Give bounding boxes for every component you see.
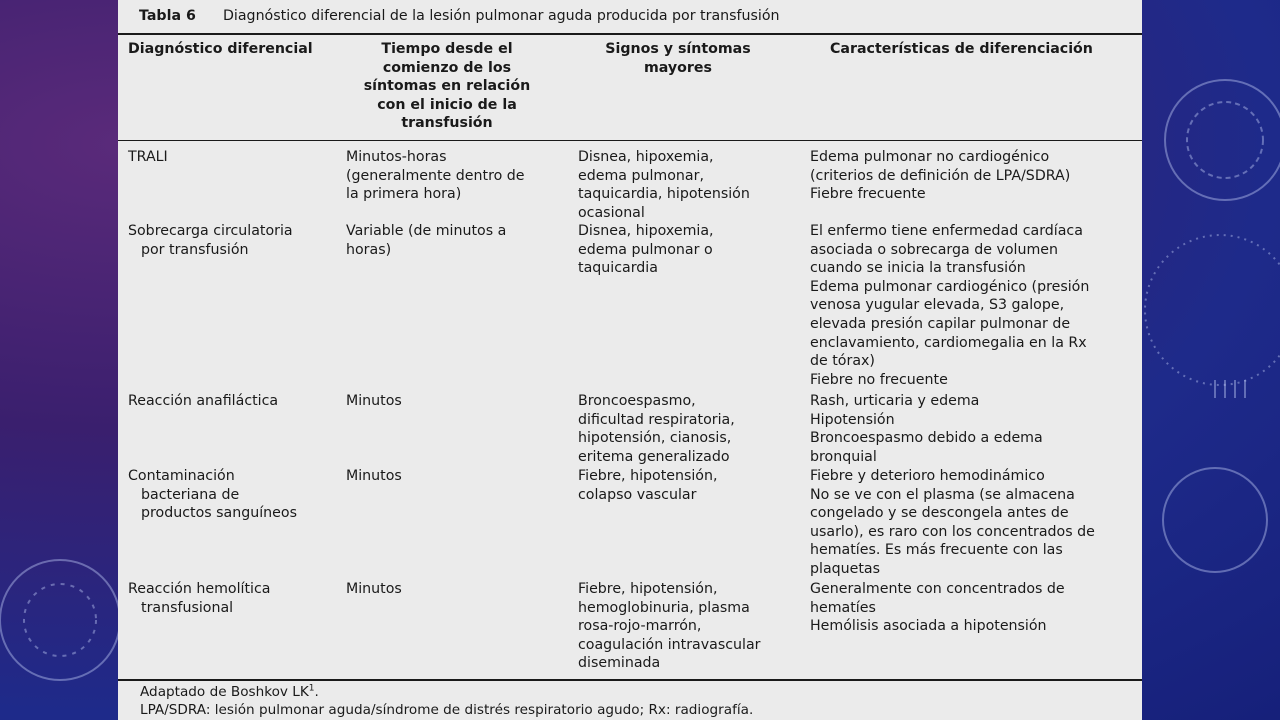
row-anaphylactic-features: Rash, urticaria y edema Hipotensión Broncoespasmo debido a edema bronquial — [810, 393, 1043, 465]
row-anaphylactic-time: Minutos — [346, 393, 402, 409]
right-ring-bottom — [1163, 468, 1267, 572]
left-ring-outer — [0, 560, 120, 680]
row-hemolytic-time: Minutos — [346, 581, 402, 597]
row-anaphylactic-signs: Broncoespasmo, dificultad respiratoria, hipotensión, cianosis, eritema generalizado — [578, 393, 735, 465]
row-trali-signs: Disnea, hipoxemia, edema pulmonar, taquicardia, hipotensión ocasional — [578, 149, 750, 221]
row-hemolytic-diagnosis: Reacción hemolítica transfusional — [128, 581, 271, 616]
footnote-reference: 1 — [308, 683, 315, 694]
right-ring-mid — [1145, 235, 1280, 385]
header-diagnosis: Diagnóstico diferencial — [128, 41, 313, 57]
right-ring-top-outer — [1165, 80, 1280, 200]
header-signs: Signos y síntomas mayores — [605, 41, 751, 76]
row-hemolytic-features: Generalmente con concentrados de hematíes Hemólisis asociada a hipotensión — [810, 581, 1065, 635]
row-anaphylactic-diagnosis: Reacción anafiláctica — [128, 393, 279, 409]
footnote-abbreviations: LPA/SDRA: lesión pulmonar aguda/síndrome de distrés respiratorio agudo; Rx: radiografía. — [140, 702, 754, 718]
row-hemolytic-signs: Fiebre, hipotensión, hemoglobinuria, plasma rosa-rojo-marrón, coagulación intravascular diseminada — [578, 581, 761, 672]
table-caption — [139, 7, 780, 25]
right-ring-top-inner — [1187, 102, 1263, 178]
header-time: Tiempo desde el comienzo de los síntomas en relación con el inicio de la transfusión — [363, 41, 531, 132]
header-features: Características de diferenciación — [830, 41, 1093, 57]
table-image — [118, 0, 1142, 720]
row-overload-features: El enfermo tiene enfermedad cardíaca asociada o sobrecarga de volumen cuando se inicia la transfusión Edema pulmonar cardiogénico (presión venosa yugular elevada, S3 galope, elevada presión capilar pulmonar de enclavamiento, cardiomegalia en la Rx de tórax) Fiebre no frecuente — [810, 223, 1090, 388]
bottom-rule — [118, 679, 1142, 681]
table-number: Tabla 6 — [139, 8, 196, 24]
left-ring-inner — [24, 584, 96, 656]
footnote-source: Adaptado de Boshkov $LK^1$. — [140, 683, 319, 700]
row-overload-time: Variable (de minutos a horas) — [346, 223, 507, 258]
row-contamination-diagnosis: Contaminación bacteriana de productos sanguíneos — [128, 468, 297, 522]
row-contamination-features: Fiebre y deterioro hemodinámico No se ve con el plasma (se almacena congelado y se descongela antes de usarlo), es raro con los concentrados de hematíes. Es más frecuente con las plaquetas — [810, 468, 1095, 577]
row-overload-signs: Disnea, hipoxemia, edema pulmonar o taquicardia — [578, 223, 714, 277]
row-overload-diagnosis: Sobrecarga circulatoria por transfusión — [128, 223, 293, 258]
top-rule — [118, 33, 1142, 35]
header-rule — [118, 140, 1142, 141]
row-trali-diagnosis: TRALI — [128, 149, 168, 165]
table-title: Diagnóstico diferencial de la lesión pulmonar aguda producida por transfusión — [223, 8, 780, 24]
row-trali-time: Minutos-horas (generalmente dentro de la primera hora) — [346, 149, 525, 203]
row-trali-features: Edema pulmonar no cardiogénico (criterios de definición de LPA/SDRA) Fiebre frecuente — [810, 149, 1071, 203]
row-contamination-time: Minutos — [346, 468, 402, 484]
row-contamination-signs: Fiebre, hipotensión, colapso vascular — [578, 468, 718, 503]
